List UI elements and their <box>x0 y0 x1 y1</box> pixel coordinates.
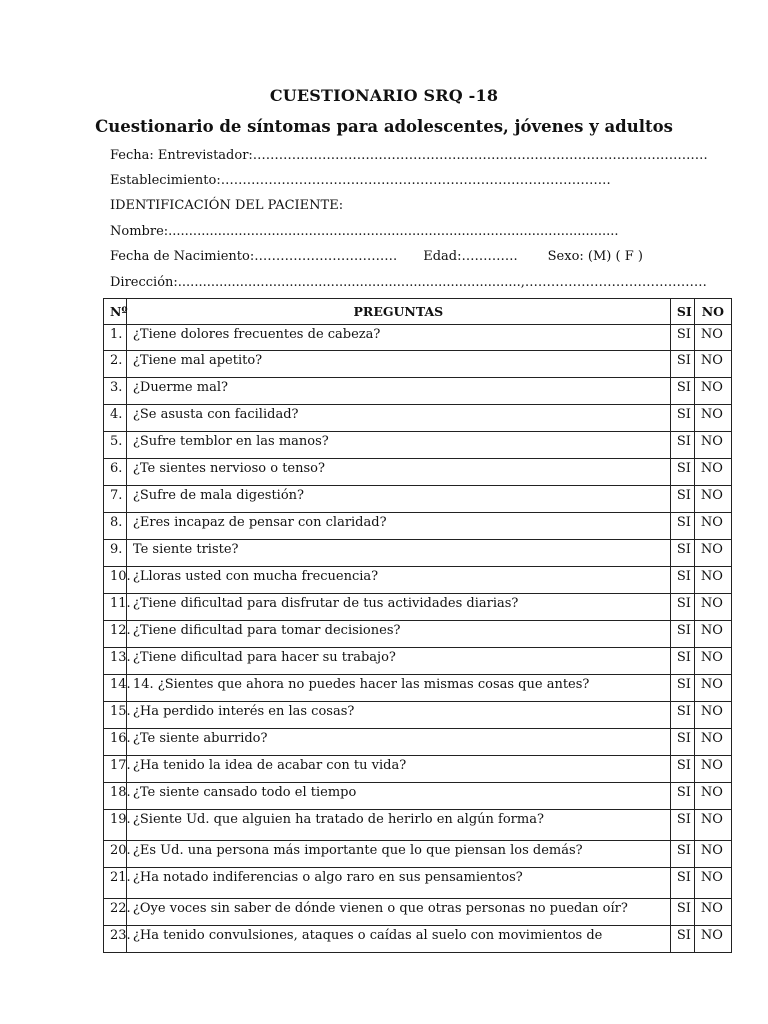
row-no-option: NO <box>694 540 731 567</box>
row-number: 3. <box>104 378 127 405</box>
row-question: ¿Ha notado indiferencias o algo raro en sus pensamientos? <box>126 868 670 899</box>
table-row <box>104 567 732 594</box>
table-row <box>104 432 732 459</box>
row-number: 7. <box>104 486 127 513</box>
row-question: ¿Duerme mal? <box>126 378 670 405</box>
row-question: ¿Es Ud. una persona más importante que lo que piensan los demás? <box>126 841 670 868</box>
table-row <box>104 729 732 756</box>
row-number: 17. <box>104 756 127 783</box>
row-no-option: NO <box>694 325 731 351</box>
row-no-option: NO <box>694 868 731 899</box>
row-si-option: SI <box>670 675 694 702</box>
table-row <box>104 621 732 648</box>
table-row <box>104 459 732 486</box>
row-number: 6. <box>104 459 127 486</box>
row-si-option: SI <box>670 432 694 459</box>
table-row <box>104 810 732 841</box>
table-row <box>104 899 732 926</box>
table-row <box>104 756 732 783</box>
row-no-option: NO <box>694 432 731 459</box>
table-row <box>104 648 732 675</box>
row-si-option: SI <box>670 899 694 926</box>
row-question: ¿Sufre de mala digestión? <box>126 486 670 513</box>
table-row <box>104 783 732 810</box>
row-question: ¿Tiene dificultad para tomar decisiones? <box>126 621 670 648</box>
table-row <box>104 486 732 513</box>
document-subtitle: Cuestionario de síntomas para adolescentes, jóvenes y adultos <box>95 117 673 136</box>
row-no-option: NO <box>694 841 731 868</box>
table-row <box>104 675 732 702</box>
field-direccion: Dirección:...................................................................................,…………………………………… <box>110 275 707 290</box>
row-number: 19. <box>104 810 127 841</box>
row-number: 22. <box>104 899 127 926</box>
row-question: Te siente triste? <box>126 540 670 567</box>
row-si-option: SI <box>670 648 694 675</box>
table-row <box>104 540 732 567</box>
row-question: ¿Te siente cansado todo el tiempo <box>126 783 670 810</box>
row-question: ¿Lloras usted con mucha frecuencia? <box>126 567 670 594</box>
row-number: 21. <box>104 868 127 899</box>
field-fecha-nacimiento: Fecha de Nacimiento:…………………………… <box>110 249 398 264</box>
row-number: 9. <box>104 540 127 567</box>
row-si-option: SI <box>670 702 694 729</box>
row-si-option: SI <box>670 567 694 594</box>
row-number: 18. <box>104 783 127 810</box>
table-row <box>104 868 732 899</box>
document-title: CUESTIONARIO SRQ -18 <box>269 86 499 105</box>
row-number: 10. <box>104 567 127 594</box>
row-si-option: SI <box>670 841 694 868</box>
row-no-option: NO <box>694 810 731 841</box>
row-question: ¿Ha tenido convulsiones, ataques o caídas al suelo con movimientos de <box>126 926 670 953</box>
row-no-option: NO <box>694 513 731 540</box>
row-number: 5. <box>104 432 127 459</box>
row-si-option: SI <box>670 513 694 540</box>
row-question: ¿Oye voces sin saber de dónde vienen o que otras personas no puedan oír? <box>126 899 670 926</box>
row-question: ¿Siente Ud. que alguien ha tratado de herirlo en algún forma? <box>126 810 670 841</box>
row-question: ¿Ha perdido interés en las cosas? <box>126 702 670 729</box>
row-si-option: SI <box>670 783 694 810</box>
field-row-nacimiento <box>110 249 643 264</box>
field-establecimiento: Establecimiento:……………………………………………………………………………… <box>110 173 611 188</box>
row-si-option: SI <box>670 926 694 953</box>
table-row <box>104 513 732 540</box>
row-si-option: SI <box>670 486 694 513</box>
row-no-option: NO <box>694 594 731 621</box>
field-edad: Edad:…………. <box>423 249 518 264</box>
row-question: ¿Tiene mal apetito? <box>126 351 670 378</box>
row-question: ¿Te siente aburrido? <box>126 729 670 756</box>
row-number: 1. <box>104 325 127 351</box>
table-row <box>104 378 732 405</box>
row-question: ¿Tiene dificultad para hacer su trabajo? <box>126 648 670 675</box>
field-sexo: Sexo: (M) ( F ) <box>547 249 643 264</box>
row-no-option: NO <box>694 899 731 926</box>
row-question: ¿Te sientes nervioso o tenso? <box>126 459 670 486</box>
row-si-option: SI <box>670 756 694 783</box>
row-number: 8. <box>104 513 127 540</box>
table-row <box>104 325 732 351</box>
questions-table <box>103 298 732 953</box>
header-no: NO <box>694 299 731 325</box>
row-si-option: SI <box>670 325 694 351</box>
row-no-option: NO <box>694 729 731 756</box>
row-no-option: NO <box>694 926 731 953</box>
row-number: 4. <box>104 405 127 432</box>
row-si-option: SI <box>670 594 694 621</box>
row-no-option: NO <box>694 405 731 432</box>
row-no-option: NO <box>694 486 731 513</box>
row-si-option: SI <box>670 540 694 567</box>
row-question: ¿Ha tenido la idea de acabar con tu vida? <box>126 756 670 783</box>
table-row <box>104 702 732 729</box>
row-number: 15. <box>104 702 127 729</box>
row-no-option: NO <box>694 702 731 729</box>
table-header-row <box>104 299 732 325</box>
field-nombre: Nombre:............................................................................................................. <box>110 224 619 239</box>
row-question: ¿Se asusta con facilidad? <box>126 405 670 432</box>
row-si-option: SI <box>670 810 694 841</box>
row-number: 13. <box>104 648 127 675</box>
row-no-option: NO <box>694 648 731 675</box>
row-number: 20. <box>104 841 127 868</box>
table-row <box>104 594 732 621</box>
row-number: 16. <box>104 729 127 756</box>
row-number: 12. <box>104 621 127 648</box>
row-number: 11. <box>104 594 127 621</box>
table-row <box>104 351 732 378</box>
row-question: ¿Eres incapaz de pensar con claridad? <box>126 513 670 540</box>
row-number: 23. <box>104 926 127 953</box>
row-si-option: SI <box>670 351 694 378</box>
section-identificacion: IDENTIFICACIÓN DEL PACIENTE: <box>110 198 344 213</box>
table-row <box>104 926 732 953</box>
row-question: ¿Sufre temblor en las manos? <box>126 432 670 459</box>
row-si-option: SI <box>670 621 694 648</box>
row-no-option: NO <box>694 675 731 702</box>
row-no-option: NO <box>694 378 731 405</box>
row-question: 14. ¿Sientes que ahora no puedes hacer las mismas cosas que antes? <box>126 675 670 702</box>
row-no-option: NO <box>694 756 731 783</box>
table-row <box>104 841 732 868</box>
row-si-option: SI <box>670 378 694 405</box>
row-si-option: SI <box>670 868 694 899</box>
row-no-option: NO <box>694 783 731 810</box>
row-no-option: NO <box>694 351 731 378</box>
row-number: 14. <box>104 675 127 702</box>
row-si-option: SI <box>670 405 694 432</box>
field-fecha-entrevistador: Fecha: Entrevistador:…………………………………………………………………………………………… <box>110 148 708 163</box>
questions-body <box>104 325 732 953</box>
header-si: SI <box>670 299 694 325</box>
row-no-option: NO <box>694 621 731 648</box>
row-no-option: NO <box>694 567 731 594</box>
row-question: ¿Tiene dolores frecuentes de cabeza? <box>126 325 670 351</box>
row-si-option: SI <box>670 729 694 756</box>
row-no-option: NO <box>694 459 731 486</box>
header-preguntas: PREGUNTAS <box>126 299 670 325</box>
row-question: ¿Tiene dificultad para disfrutar de tus actividades diarias? <box>126 594 670 621</box>
table-row <box>104 405 732 432</box>
row-number: 2. <box>104 351 127 378</box>
header-num: Nº <box>104 299 127 325</box>
row-si-option: SI <box>670 459 694 486</box>
